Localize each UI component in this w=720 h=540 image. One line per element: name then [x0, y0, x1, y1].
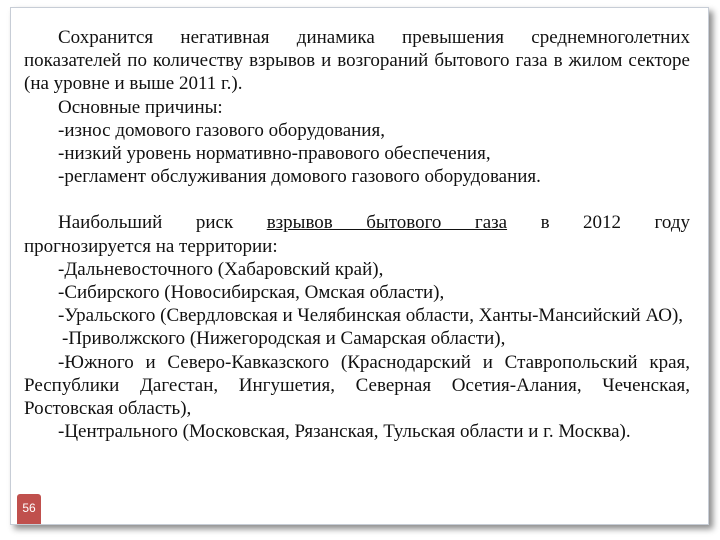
- region-item: -Центрального (Московская, Рязанская, Тульская области и г. Москва).: [58, 421, 631, 443]
- risk-intro: [24, 211, 690, 234]
- reason-item: -низкий уровень нормативно-правового обеспечения,: [58, 143, 491, 165]
- risk-intro-start: Наибольший риск: [58, 212, 267, 234]
- region-item: -Южного и Северо-Кавказского (Краснодарский и Ставропольский края, Республики Дагестан, Ингушетия, Северная Осетия-Алания, Чеченская, Ростовская область),: [24, 351, 690, 420]
- paragraph-gap: [24, 188, 690, 211]
- slide-content: [24, 26, 690, 443]
- risk-intro-line2: прогнозируется на территории:: [24, 235, 278, 257]
- region-item: -Уральского (Свердловская и Челябинская области, Ханты-Мансийский АО),: [58, 305, 684, 327]
- forecast-paragraph: Сохранится негативная динамика превышения среднемноголетних показателей по количеству взрывов и возгораний бытового газа в жилом секторе (на уровне и выше 2011 г.).: [24, 27, 690, 95]
- reason-item: -износ домового газового оборудования,: [58, 119, 385, 141]
- page-number-badge: 56: [17, 494, 41, 524]
- region-item: -Дальневосточного (Хабаровский край),: [58, 258, 384, 280]
- region-item: -Приволжского (Нижегородская и Самарская области),: [62, 328, 506, 350]
- region-item: -Сибирского (Новосибирская, Омская области),: [58, 282, 445, 304]
- reasons-title: Основные причины:: [58, 96, 223, 118]
- risk-intro-end: в 2012 году: [507, 212, 690, 234]
- risk-intro-underlined: взрывов бытового газа: [266, 212, 508, 234]
- reason-item: -регламент обслуживания домового газового оборудования.: [58, 166, 541, 188]
